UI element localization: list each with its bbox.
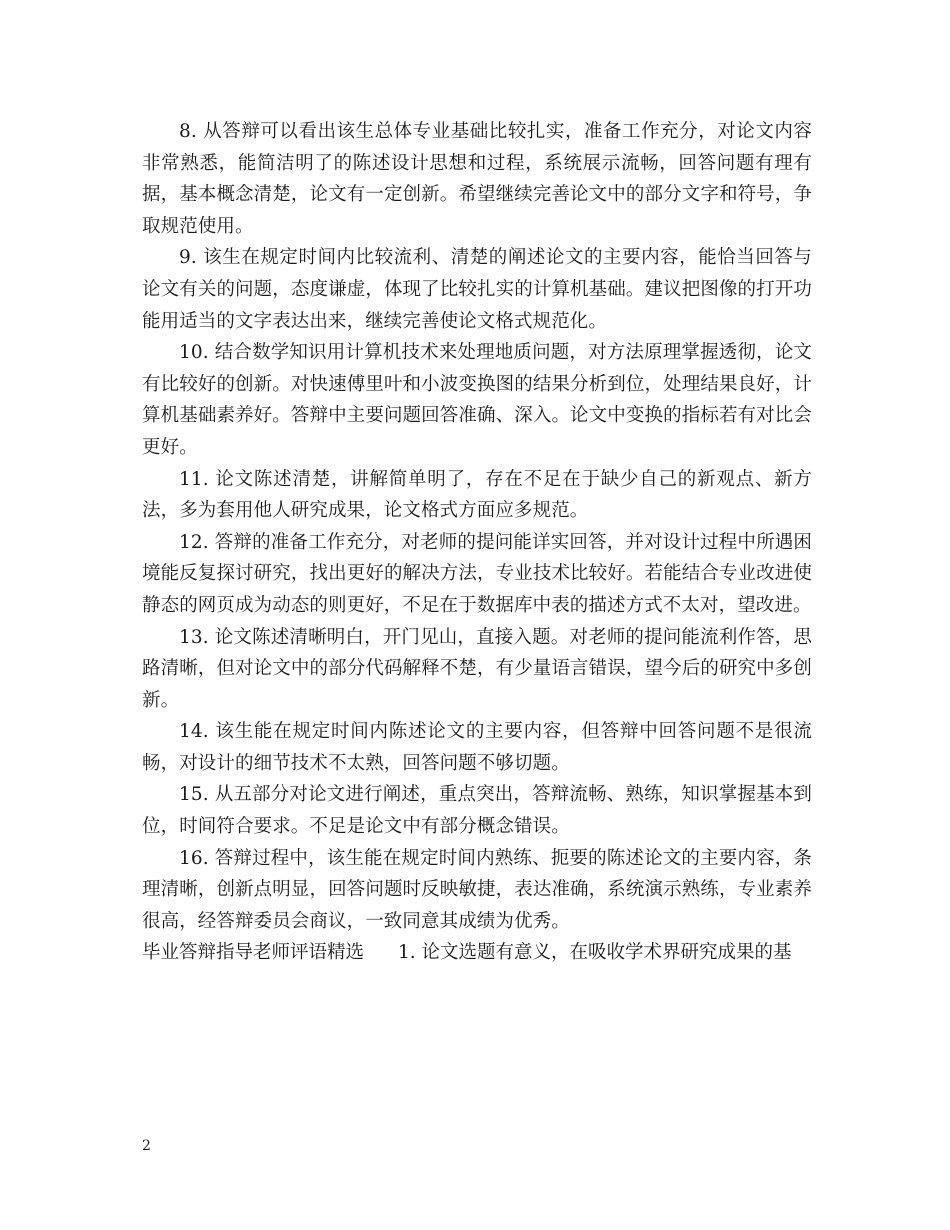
comment-paragraph-12: 12. 答辩的准备工作充分，对老师的提问能详实回答，并对设计过程中所遇困境能反复探讨研究，找出更好的解决方法，专业技术比较好。若能结合专业改进使静态的网页成为动态的则更好，不足在于数据库中表的描述方式不太对，望改进。 (142, 531, 812, 616)
section-first-item: 1. 论文选题有意义，在吸收学术界研究成果的基 (398, 942, 792, 964)
section-start-line (142, 937, 812, 969)
comment-paragraph-10: 10. 结合数学知识用计算机技术来处理地质问题，对方法原理掌握透彻，论文有比较好的创新。对快速傅里叶和小波变换图的结果分析到位，处理结果良好，计算机基础素养好。答辩中主要问题回答准确、深入。论文中变换的指标若有对比会更好。 (142, 342, 812, 458)
comment-paragraph-15: 15. 从五部分对论文进行阐述，重点突出，答辩流畅、熟练，知识掌握基本到位，时间符合要求。不足是论文中有部分概念错误。 (142, 784, 812, 838)
comment-paragraph-8: 8. 从答辩可以看出该生总体专业基础比较扎实，准备工作充分，对论文内容非常熟悉，能简洁明了的陈述设计思想和过程，系统展示流畅，回答问题有理有据，基本概念清楚，论文有一定创新。希望继续完善论文中的部分文字和符号，争取规范使用。 (142, 121, 812, 237)
comment-paragraph-13: 13. 论文陈述清晰明白，开门见山，直接入题。对老师的提问能流利作答，思路清晰，但对论文中的部分代码解释不楚，有少量语言错误，望今后的研究中多创新。 (142, 626, 812, 711)
page-number: 2 (142, 1138, 151, 1154)
comment-paragraph-14: 14. 该生能在规定时间内陈述论文的主要内容，但答辩中回答问题不是很流畅，对设计的细节技术不太熟，回答问题不够切题。 (142, 721, 812, 774)
document-body (142, 116, 812, 969)
comment-paragraph-9: 9. 该生在规定时间内比较流利、清楚的阐述论文的主要内容，能恰当回答与论文有关的问题，态度谦虚，体现了比较扎实的计算机基础。建议把图像的打开功能用适当的文字表达出来，继续完善使论文格式规范化。 (142, 247, 812, 332)
comment-paragraph-11: 11. 论文陈述清楚，讲解简单明了，存在不足在于缺少自己的新观点、新方法，多为套用他人研究成果，论文格式方面应多规范。 (142, 468, 812, 522)
comment-paragraph-16: 16. 答辩过程中，该生能在规定时间内熟练、扼要的陈述论文的主要内容，条理清晰，创新点明显，回答问题时反映敏捷，表达准确，系统演示熟练，专业素养很高，经答辩委员会商议，一致同意其成绩为优秀。 (142, 847, 812, 932)
section-heading: 毕业答辩指导老师评语精选 (142, 942, 365, 964)
